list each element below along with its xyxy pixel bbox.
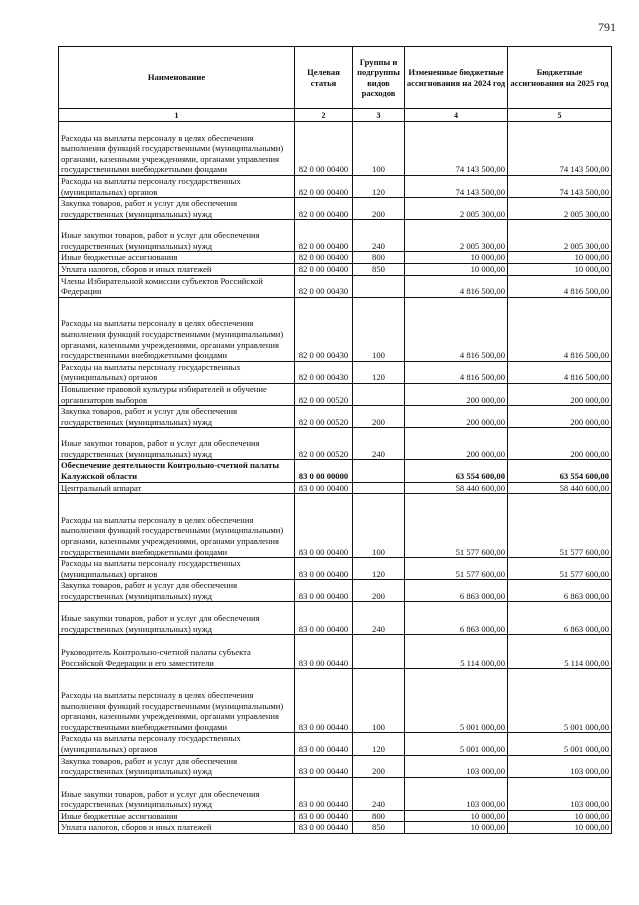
row-amount-2025-cell: 6 863 000,00 [508, 602, 612, 635]
table-row [59, 580, 612, 602]
row-target-article-cell: 83 0 00 00000 [295, 460, 353, 482]
row-expense-group-cell: 120 [353, 558, 405, 580]
row-name-cell: Расходы на выплаты персоналу в целях обеспечения выполнения функций государственными (муниципальными) органами, казенными учреждениями, органами управления государственными внебюджетными фондами [59, 122, 295, 176]
row-amount-2025-cell: 6 863 000,00 [508, 580, 612, 602]
row-expense-group-cell: 100 [353, 669, 405, 733]
row-target-article-cell: 82 0 00 00520 [295, 428, 353, 460]
row-name-cell: Расходы на выплаты персоналу государственных (муниципальных) органов [59, 176, 295, 198]
row-amount-2025-cell: 74 143 500,00 [508, 176, 612, 198]
column-number: 5 [508, 109, 612, 122]
row-target-article-cell: 83 0 00 00400 [295, 580, 353, 602]
row-amount-2025-cell: 2 005 300,00 [508, 220, 612, 252]
row-amount-2025-cell: 103 000,00 [508, 777, 612, 810]
row-expense-group-cell: 100 [353, 494, 405, 558]
row-amount-2025-cell: 5 001 000,00 [508, 669, 612, 733]
column-number: 3 [353, 109, 405, 122]
header-row [59, 47, 612, 109]
row-target-article-cell: 82 0 00 00430 [295, 275, 353, 297]
row-amount-2025-cell: 10 000,00 [508, 822, 612, 834]
row-expense-group-cell [353, 460, 405, 482]
row-amount-2024-cell: 5 001 000,00 [405, 733, 508, 755]
table-body [59, 122, 612, 834]
row-amount-2024-cell: 51 577 600,00 [405, 558, 508, 580]
table-row [59, 755, 612, 777]
row-amount-2025-cell: 51 577 600,00 [508, 494, 612, 558]
row-name-cell: Расходы на выплаты персоналу в целях обеспечения выполнения функций государственными (муниципальными) органами, казенными учреждениями, органами управления государственными внебюджетными фондами [59, 297, 295, 361]
row-amount-2024-cell: 10 000,00 [405, 822, 508, 834]
page-number: 791 [598, 20, 616, 34]
row-target-article-cell: 83 0 00 00440 [295, 755, 353, 777]
row-target-article-cell: 82 0 00 00400 [295, 176, 353, 198]
table-row [59, 602, 612, 635]
table-row [59, 406, 612, 428]
row-amount-2024-cell: 4 816 500,00 [405, 297, 508, 361]
row-amount-2024-cell: 10 000,00 [405, 252, 508, 264]
row-expense-group-cell: 850 [353, 263, 405, 275]
column-number-row [59, 109, 612, 122]
row-amount-2024-cell: 51 577 600,00 [405, 494, 508, 558]
row-amount-2025-cell: 200 000,00 [508, 383, 612, 405]
header-budget-2025: Бюджетные ассигнования на 2025 год [508, 47, 612, 109]
row-amount-2025-cell: 10 000,00 [508, 252, 612, 264]
row-amount-2025-cell: 58 440 600,00 [508, 482, 612, 494]
row-name-cell: Расходы на выплаты персоналу государственных (муниципальных) органов [59, 361, 295, 383]
budget-table [58, 46, 612, 834]
table-row [59, 810, 612, 822]
row-target-article-cell: 83 0 00 00400 [295, 482, 353, 494]
row-amount-2025-cell: 10 000,00 [508, 810, 612, 822]
row-name-cell: Уплата налогов, сборов и иных платежей [59, 822, 295, 834]
row-expense-group-cell: 200 [353, 198, 405, 220]
row-amount-2024-cell: 74 143 500,00 [405, 176, 508, 198]
row-target-article-cell: 83 0 00 00400 [295, 494, 353, 558]
row-expense-group-cell: 100 [353, 122, 405, 176]
table-row [59, 252, 612, 264]
row-target-article-cell: 82 0 00 00520 [295, 383, 353, 405]
row-expense-group-cell: 800 [353, 810, 405, 822]
row-name-cell: Обеспечение деятельности Контрольно-счетной палаты Калужской области [59, 460, 295, 482]
row-amount-2024-cell: 103 000,00 [405, 777, 508, 810]
table-row [59, 198, 612, 220]
header-changed-2024: Измененные бюджетные ассигнования на 2024 год [405, 47, 508, 109]
row-target-article-cell: 82 0 00 00400 [295, 252, 353, 264]
row-expense-group-cell: 200 [353, 406, 405, 428]
row-amount-2025-cell: 5 001 000,00 [508, 733, 612, 755]
row-target-article-cell: 82 0 00 00400 [295, 122, 353, 176]
table-row [59, 777, 612, 810]
table-row [59, 220, 612, 252]
table-row [59, 263, 612, 275]
table-row [59, 297, 612, 361]
column-number: 4 [405, 109, 508, 122]
row-target-article-cell: 82 0 00 00400 [295, 263, 353, 275]
row-amount-2024-cell: 2 005 300,00 [405, 198, 508, 220]
row-amount-2024-cell: 74 143 500,00 [405, 122, 508, 176]
row-target-article-cell: 82 0 00 00430 [295, 297, 353, 361]
column-number: 2 [295, 109, 353, 122]
row-amount-2024-cell: 4 816 500,00 [405, 361, 508, 383]
row-name-cell: Расходы на выплаты персоналу в целях обеспечения выполнения функций государственными (муниципальными) органами, казенными учреждениями, органами управления государственными внебюджетными фондами [59, 494, 295, 558]
table-row [59, 822, 612, 834]
row-amount-2025-cell: 200 000,00 [508, 428, 612, 460]
header-target-article: Целевая статья [295, 47, 353, 109]
row-amount-2025-cell: 74 143 500,00 [508, 122, 612, 176]
row-expense-group-cell: 240 [353, 220, 405, 252]
row-amount-2024-cell: 2 005 300,00 [405, 220, 508, 252]
row-amount-2024-cell: 4 816 500,00 [405, 275, 508, 297]
row-expense-group-cell: 850 [353, 822, 405, 834]
row-amount-2025-cell: 5 114 000,00 [508, 635, 612, 669]
row-name-cell: Расходы на выплаты персоналу в целях обеспечения выполнения функций государственными (муниципальными) органами, казенными учреждениями, органами управления государственными внебюджетными фондами [59, 669, 295, 733]
row-name-cell: Иные закупки товаров, работ и услуг для обеспечения государственных (муниципальных) нужд [59, 777, 295, 810]
row-name-cell: Руководитель Контрольно-счетной палаты субъекта Российской Федерации и его заместители [59, 635, 295, 669]
row-target-article-cell: 82 0 00 00430 [295, 361, 353, 383]
row-expense-group-cell: 200 [353, 580, 405, 602]
row-target-article-cell: 83 0 00 00440 [295, 822, 353, 834]
row-expense-group-cell [353, 482, 405, 494]
row-name-cell: Закупка товаров, работ и услуг для обеспечения государственных (муниципальных) нужд [59, 580, 295, 602]
row-name-cell: Центральный аппарат [59, 482, 295, 494]
row-target-article-cell: 82 0 00 00520 [295, 406, 353, 428]
row-name-cell: Иные закупки товаров, работ и услуг для обеспечения государственных (муниципальных) нужд [59, 220, 295, 252]
table-row [59, 275, 612, 297]
row-amount-2025-cell: 103 000,00 [508, 755, 612, 777]
table-row [59, 428, 612, 460]
row-amount-2025-cell: 200 000,00 [508, 406, 612, 428]
row-amount-2025-cell: 4 816 500,00 [508, 275, 612, 297]
row-expense-group-cell: 240 [353, 602, 405, 635]
row-expense-group-cell: 800 [353, 252, 405, 264]
row-expense-group-cell [353, 635, 405, 669]
row-name-cell: Расходы на выплаты персоналу государственных (муниципальных) органов [59, 733, 295, 755]
row-amount-2025-cell: 63 554 600,00 [508, 460, 612, 482]
row-target-article-cell: 83 0 00 00400 [295, 558, 353, 580]
table-row [59, 635, 612, 669]
row-name-cell: Закупка товаров, работ и услуг для обеспечения государственных (муниципальных) нужд [59, 755, 295, 777]
row-amount-2025-cell: 51 577 600,00 [508, 558, 612, 580]
row-amount-2024-cell: 63 554 600,00 [405, 460, 508, 482]
table-row [59, 558, 612, 580]
row-target-article-cell: 83 0 00 00400 [295, 602, 353, 635]
row-expense-group-cell: 120 [353, 176, 405, 198]
header-name: Наименование [59, 47, 295, 109]
row-amount-2024-cell: 6 863 000,00 [405, 602, 508, 635]
row-target-article-cell: 83 0 00 00440 [295, 777, 353, 810]
row-expense-group-cell: 240 [353, 428, 405, 460]
row-amount-2024-cell: 58 440 600,00 [405, 482, 508, 494]
row-target-article-cell: 83 0 00 00440 [295, 669, 353, 733]
row-name-cell: Иные бюджетные ассигнования [59, 810, 295, 822]
column-number: 1 [59, 109, 295, 122]
row-target-article-cell: 83 0 00 00440 [295, 810, 353, 822]
row-amount-2024-cell: 200 000,00 [405, 428, 508, 460]
row-amount-2025-cell: 10 000,00 [508, 263, 612, 275]
row-name-cell: Иные закупки товаров, работ и услуг для обеспечения государственных (муниципальных) нужд [59, 428, 295, 460]
row-amount-2024-cell: 10 000,00 [405, 263, 508, 275]
table-row [59, 176, 612, 198]
row-amount-2024-cell: 5 001 000,00 [405, 669, 508, 733]
table-row [59, 494, 612, 558]
row-expense-group-cell [353, 383, 405, 405]
row-target-article-cell: 83 0 00 00440 [295, 635, 353, 669]
row-name-cell: Уплата налогов, сборов и иных платежей [59, 263, 295, 275]
row-name-cell: Иные закупки товаров, работ и услуг для обеспечения государственных (муниципальных) нужд [59, 602, 295, 635]
row-amount-2024-cell: 5 114 000,00 [405, 635, 508, 669]
row-expense-group-cell [353, 275, 405, 297]
row-amount-2024-cell: 10 000,00 [405, 810, 508, 822]
table-row [59, 460, 612, 482]
row-amount-2024-cell: 6 863 000,00 [405, 580, 508, 602]
row-expense-group-cell: 200 [353, 755, 405, 777]
row-target-article-cell: 83 0 00 00440 [295, 733, 353, 755]
table-row [59, 482, 612, 494]
row-amount-2024-cell: 200 000,00 [405, 406, 508, 428]
row-amount-2025-cell: 4 816 500,00 [508, 297, 612, 361]
row-expense-group-cell: 120 [353, 733, 405, 755]
row-amount-2024-cell: 200 000,00 [405, 383, 508, 405]
row-name-cell: Закупка товаров, работ и услуг для обеспечения государственных (муниципальных) нужд [59, 198, 295, 220]
row-expense-group-cell: 240 [353, 777, 405, 810]
row-name-cell: Повышение правовой культуры избирателей и обучение организаторов выборов [59, 383, 295, 405]
table-row [59, 361, 612, 383]
row-name-cell: Иные бюджетные ассигнования [59, 252, 295, 264]
table-row [59, 733, 612, 755]
table-row [59, 122, 612, 176]
row-amount-2025-cell: 2 005 300,00 [508, 198, 612, 220]
row-target-article-cell: 82 0 00 00400 [295, 198, 353, 220]
row-amount-2024-cell: 103 000,00 [405, 755, 508, 777]
table-row [59, 383, 612, 405]
row-name-cell: Расходы на выплаты персоналу государственных (муниципальных) органов [59, 558, 295, 580]
header-expense-groups: Группы и подгруппы видов расходов [353, 47, 405, 109]
row-expense-group-cell: 120 [353, 361, 405, 383]
row-name-cell: Члены Избирательной комиссии субъектов Российской Федерации [59, 275, 295, 297]
row-amount-2025-cell: 4 816 500,00 [508, 361, 612, 383]
table-row [59, 669, 612, 733]
row-expense-group-cell: 100 [353, 297, 405, 361]
row-name-cell: Закупка товаров, работ и услуг для обеспечения государственных (муниципальных) нужд [59, 406, 295, 428]
row-target-article-cell: 82 0 00 00400 [295, 220, 353, 252]
